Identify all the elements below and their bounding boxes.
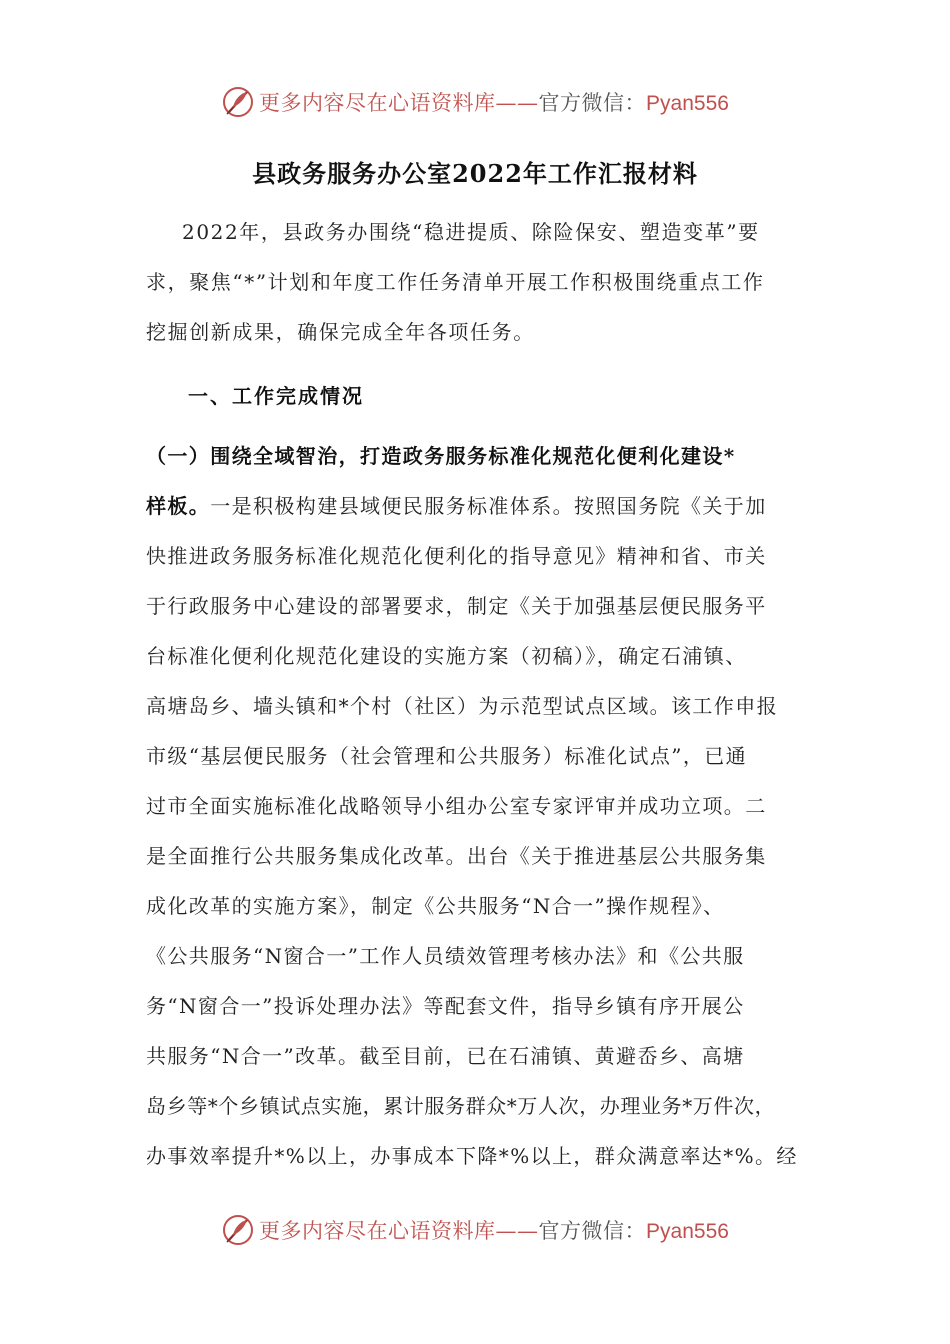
sub1-line-5: 台标准化便利化规范化建设的实施方案（初稿）》，确定石浦镇、 xyxy=(146,644,747,668)
sub1-line-10: 成化改革的实施方案》，制定《公共服务“N合一”操作规程》、 xyxy=(146,894,725,918)
sub1-line-12: 务“N窗合一”投诉处理办法》等配套文件，指导乡镇有序开展公 xyxy=(146,994,745,1018)
document-title: 县政务服务办公室2022年工作汇报材料 xyxy=(252,159,698,188)
sub1-line-7: 市级“基层便民服务（社会管理和公共服务）标准化试点”，已通 xyxy=(146,744,748,768)
footer-banner-prefix: 更多内容尽在心语资料库 xyxy=(259,1219,496,1243)
sub1-line-1: （一）围绕全域智治，打造政务服务标准化规范化便利化建设* xyxy=(146,444,736,468)
footer-banner-wechat-id: Pyan556 xyxy=(646,1220,729,1243)
sub1-line-15: 办事效率提升*%以上，办事成本下降*%以上，群众满意率达*%。经 xyxy=(146,1144,798,1168)
intro-line-3: 挖掘创新成果，确保完成全年各项任务。 xyxy=(146,320,535,344)
banner-prefix: 更多内容尽在心语资料库 xyxy=(259,91,496,115)
sub1-line-14: 岛乡等*个乡镇试点实施，累计服务群众*万人次，办理业务*万件次， xyxy=(146,1094,776,1118)
banner-middle: 官方微信： xyxy=(538,91,647,115)
intro-line-1: 2022年，县政务办围绕“稳进提质、除险保安、塑造变革”要 xyxy=(182,220,760,244)
sub1-bold-lead: 样板。 xyxy=(146,494,211,518)
banner-wechat-id: Pyan556 xyxy=(646,92,729,115)
sub1-line-3: 快推进政务服务标准化规范化便利化的指导意见》精神和省、市关 xyxy=(146,544,767,568)
sub1-line-13: 共服务“N合一”改革。截至目前，已在石浦镇、黄避岙乡、高塘 xyxy=(146,1044,745,1068)
section-heading-1: 一、工作完成情况 xyxy=(188,384,364,408)
quill-logo-icon xyxy=(221,1213,255,1247)
sub1-line-6: 高塘岛乡、墙头镇和*个村（社区）为示范型试点区域。该工作申报 xyxy=(146,694,778,718)
header-banner xyxy=(0,80,950,124)
banner-dash: —— xyxy=(495,91,539,115)
footer-banner-dash: —— xyxy=(495,1219,539,1243)
sub1-line-11: 《公共服务“N窗合一”工作人员绩效管理考核办法》和《公共服 xyxy=(146,944,745,968)
sub1-line-2 xyxy=(0,492,950,520)
footer-banner-middle: 官方微信： xyxy=(538,1219,647,1243)
quill-logo-icon xyxy=(221,85,255,119)
sub1-line-8: 过市全面实施标准化战略领导小组办公室专家评审并成功立项。二 xyxy=(146,794,767,818)
sub1-line-4: 于行政服务中心建设的部署要求，制定《关于加强基层便民服务平 xyxy=(146,594,767,618)
sub1-line-9: 是全面推行公共服务集成化改革。出台《关于推进基层公共服务集 xyxy=(146,844,767,868)
footer-banner xyxy=(0,1208,950,1252)
intro-line-2: 求，聚焦“*”计划和年度工作任务清单开展工作积极围绕重点工作 xyxy=(146,270,765,294)
sub1-line2-rest: 一是积极构建县域便民服务标准体系。按照国务院《关于加 xyxy=(210,494,767,518)
